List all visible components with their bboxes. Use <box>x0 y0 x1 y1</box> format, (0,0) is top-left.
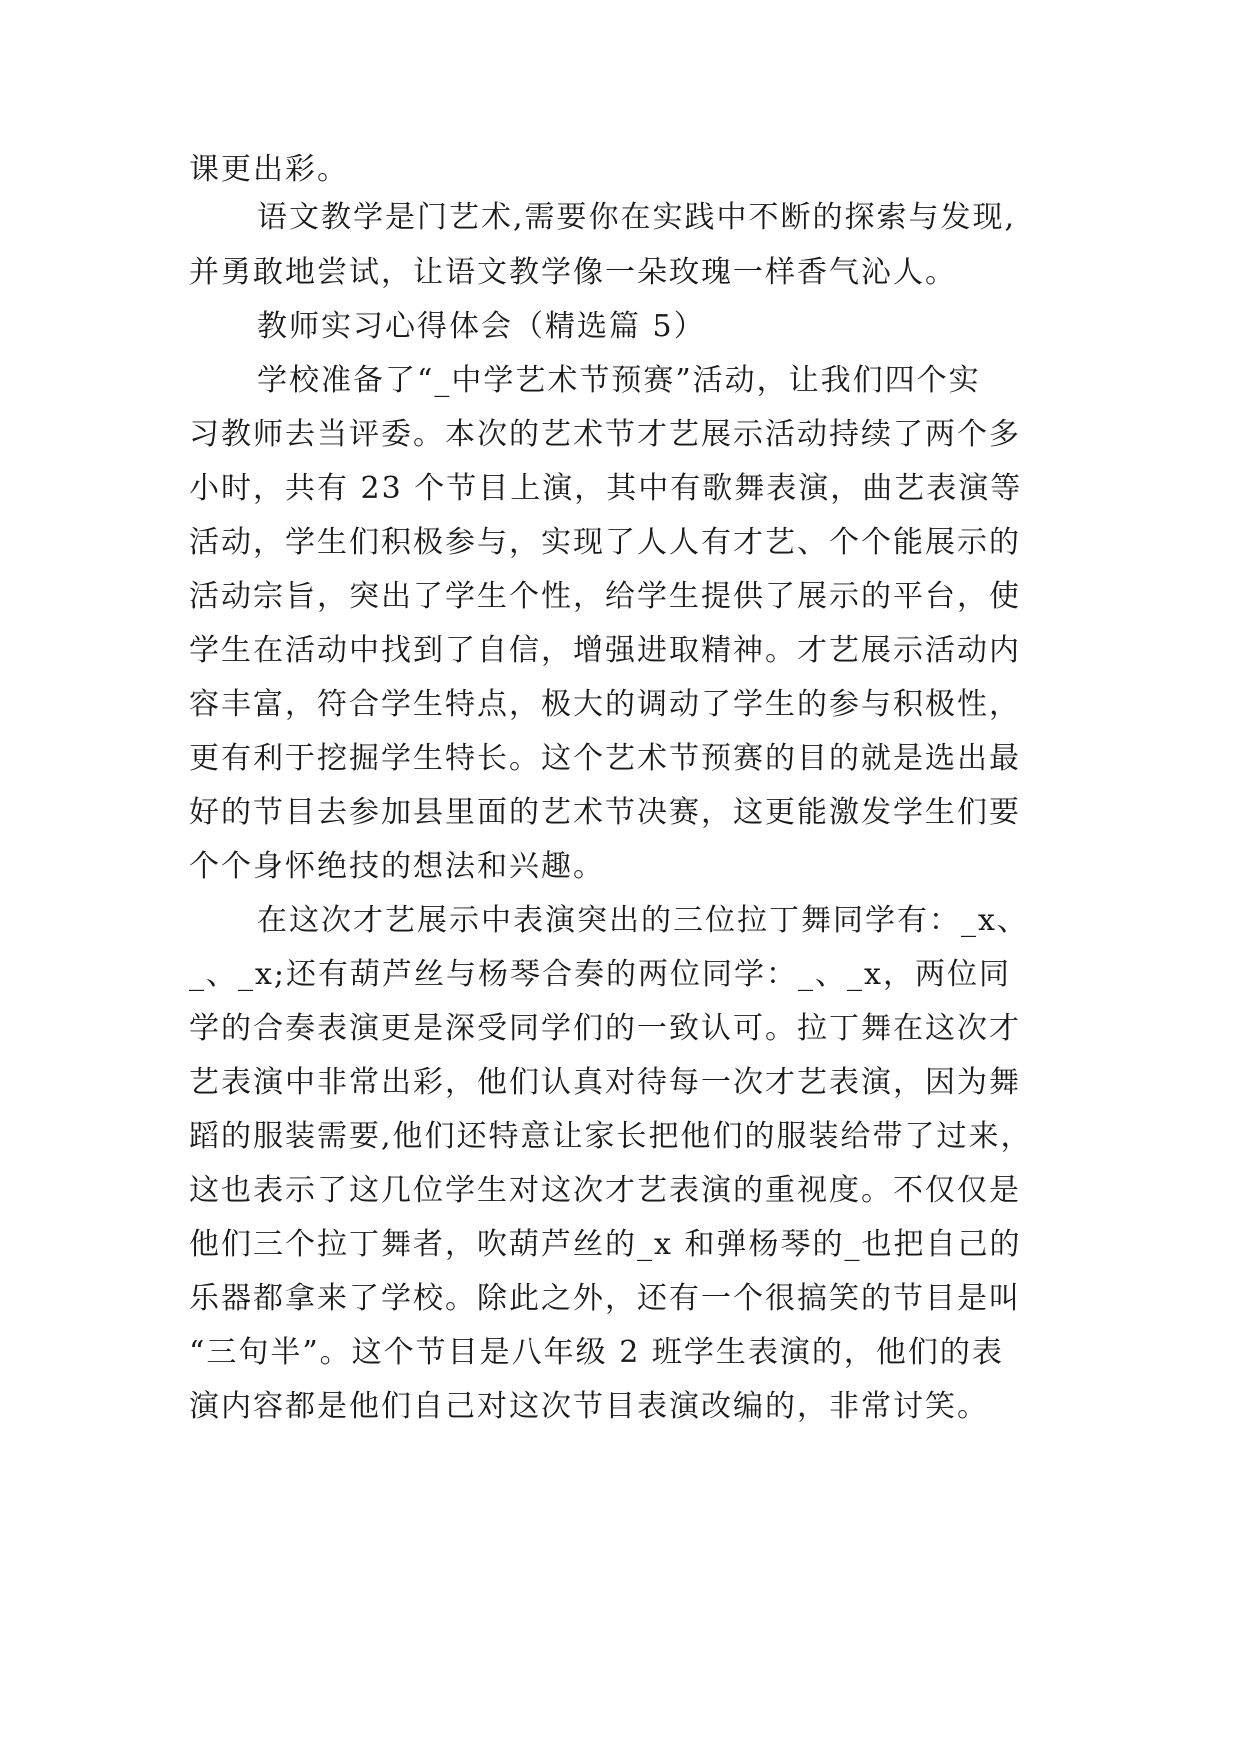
text-line: 学校准备了“_中学艺术节预赛”活动，让我们四个实 <box>257 363 981 398</box>
text-line: 个个身怀绝技的想法和兴趣。 <box>189 849 605 884</box>
text-line: 学生在活动中找到了自信，增强进取精神。才艺展示活动内 <box>189 633 1021 668</box>
text-line: 容丰富，符合学生特点，极大的调动了学生的参与积极性， <box>189 687 1021 722</box>
text-line: 艺表演中非常出彩，他们认真对待每一次才艺表演，因为舞 <box>189 1065 1021 1100</box>
text-line: 好的节目去参加县里面的艺术节决赛，这更能激发学生们要 <box>189 795 1021 830</box>
section-heading: 教师实习心得体会（精选篇 5） <box>257 309 706 344</box>
text-line: 他们三个拉丁舞者，吹葫芦丝的_x 和弹杨琴的_也把自己的 <box>189 1227 1022 1262</box>
text-line: 活动，学生们积极参与，实现了人人有才艺、个个能展示的 <box>189 525 1021 560</box>
text-line: “三句半”。这个节目是八年级 2 班学生表演的，他们的表 <box>189 1335 1004 1370</box>
text-line: 蹈的服装需要,他们还特意让家长把他们的服装给带了过来， <box>189 1119 1033 1154</box>
text-line: 更有利于挖掘学生特长。这个艺术节预赛的目的就是选出最 <box>189 741 1021 776</box>
text-line: 语文教学是门艺术,需要你在实践中不断的探索与发现, <box>257 200 1017 235</box>
text-line: 活动宗旨，突出了学生个性，给学生提供了展示的平台，使 <box>189 579 1021 614</box>
text-line: 演内容都是他们自己对这次节目表演改编的，非常讨笑。 <box>189 1389 989 1424</box>
text-line: 学的合奏表演更是深受同学们的一致认可。拉丁舞在这次才 <box>189 1011 1021 1046</box>
text-line: 课更出彩。 <box>189 152 349 187</box>
text-line: 这也表示了这几位学生对这次才艺表演的重视度。不仅仅是 <box>189 1173 1021 1208</box>
text-line: 习教师去当评委。本次的艺术节才艺展示活动持续了两个多 <box>189 417 1021 452</box>
text-line: 乐器都拿来了学校。除此之外，还有一个很搞笑的节目是叫 <box>189 1281 1021 1316</box>
text-line: 在这次才艺展示中表演突出的三位拉丁舞同学有：_x、 <box>257 903 1029 938</box>
text-line: _、_x;还有葫芦丝与杨琴合奏的两位同学：_、_x，两位同 <box>189 957 1011 992</box>
text-line: 小时，共有 23 个节目上演，其中有歌舞表演，曲艺表演等 <box>189 471 1023 506</box>
text-line: 并勇敢地尝试，让语文教学像一朵玫瑰一样香气沁人。 <box>189 255 957 290</box>
